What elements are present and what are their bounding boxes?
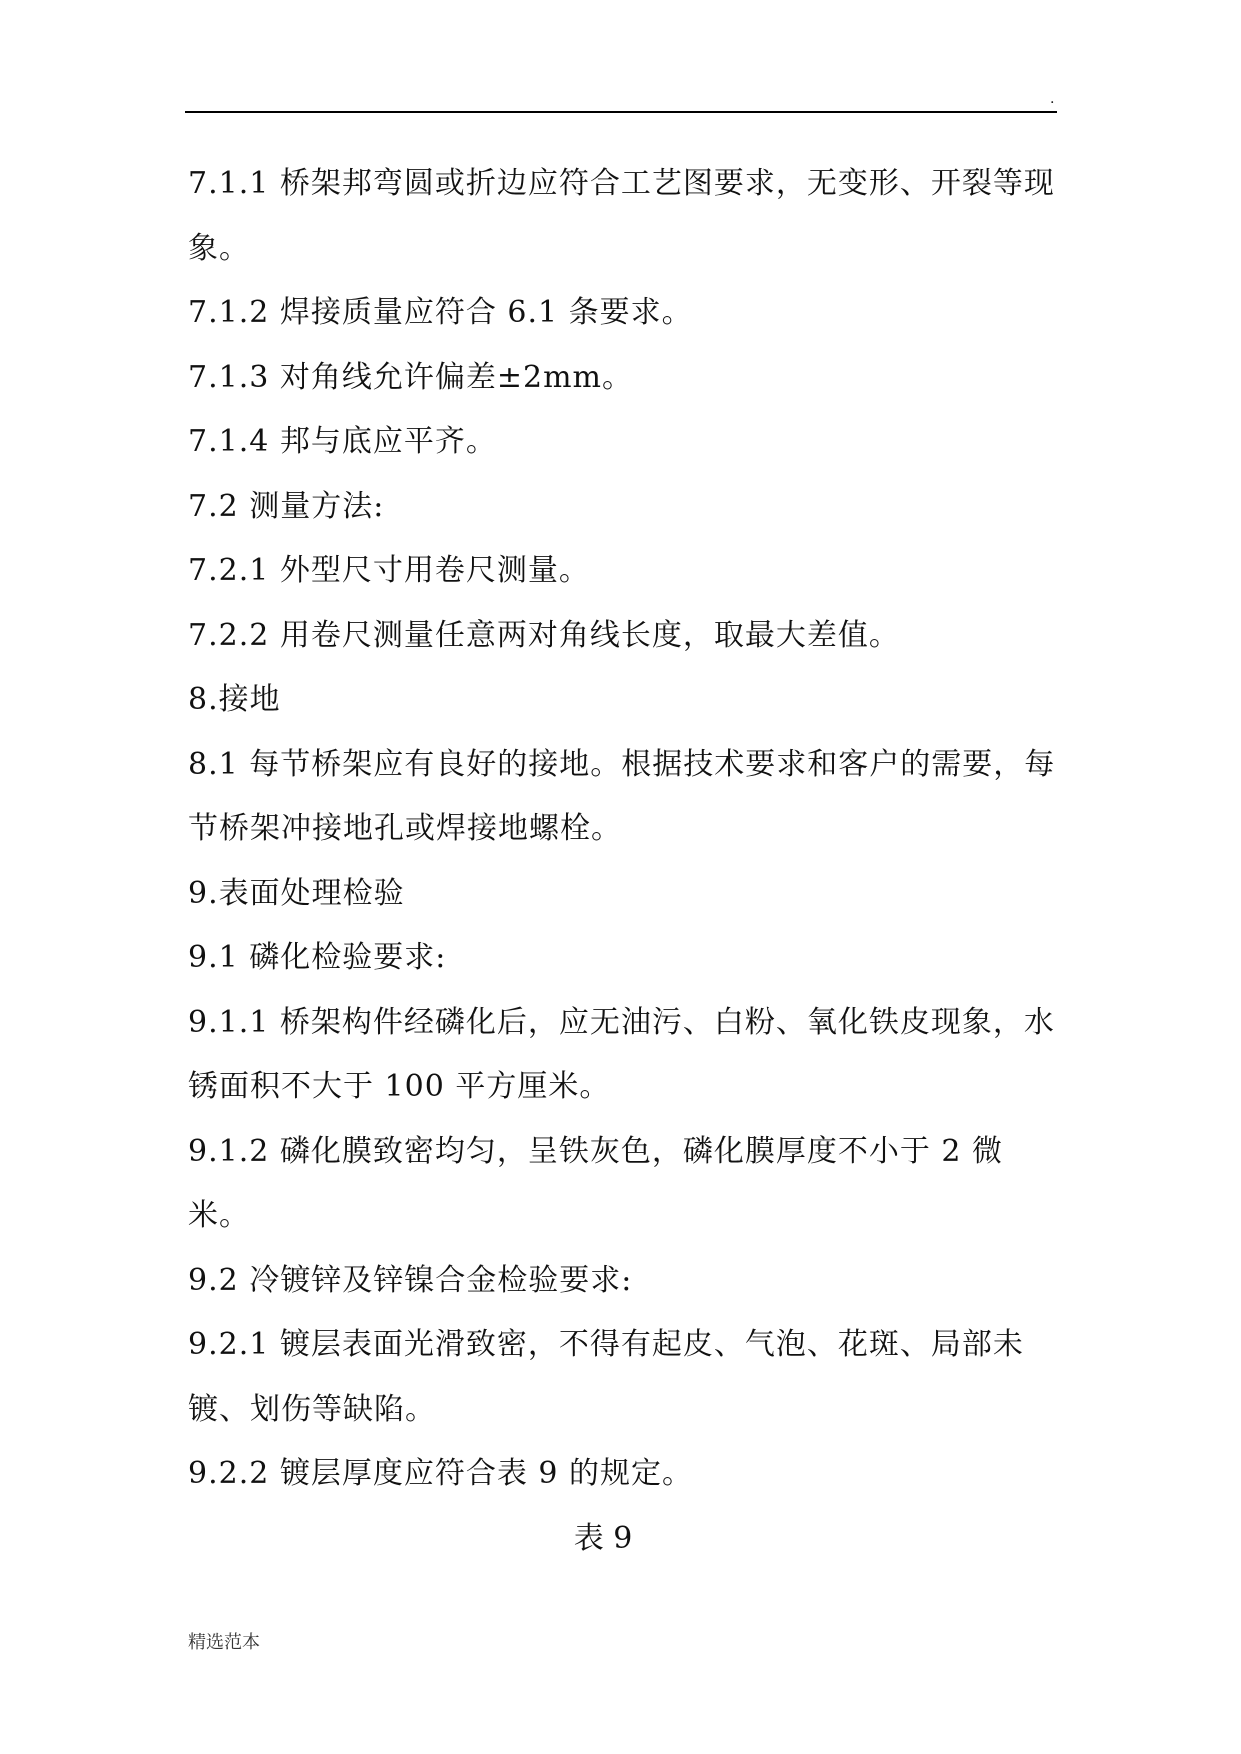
paragraph-9-1-2: 9.1.2 磷化膜致密均匀，呈铁灰色，磷化膜厚度不小于 2 微米。 xyxy=(188,1133,1004,1233)
paragraph-9-1-1: 9.1.1 桥架构件经磷化后，应无油污、白粉、氧化铁皮现象，水锈面积不大于 100 平方厘米。 xyxy=(188,1004,1055,1104)
paragraph-7-1-1: 7.1.1 桥架邦弯圆或折边应符合工艺图要求，无变形、开裂等现象。 xyxy=(188,166,1055,266)
paragraph-9-2-1: 9.2.1 镀层表面光滑致密，不得有起皮、气泡、花斑、局部未镀、划伤等缺陷。 xyxy=(188,1327,1024,1427)
paragraph-7-1-3: 7.1.3 对角线允许偏差±2mm。 xyxy=(188,359,633,395)
paragraph-7-1-4: 7.1.4 邦与底应平齐。 xyxy=(188,424,497,459)
header-mark: . xyxy=(1050,91,1055,107)
document-body xyxy=(188,152,1058,1571)
paragraph-7-2: 7.2 测量方法: xyxy=(188,488,385,524)
paragraph-7-1-2: 7.1.2 焊接质量应符合 6.1 条要求。 xyxy=(188,295,693,330)
section-heading-9: 9.表面处理检验 xyxy=(188,875,405,911)
paragraph-9-2-2: 9.2.2 镀层厚度应符合表 9 的规定。 xyxy=(188,1456,694,1491)
paragraph-7-2-2: 7.2.2 用卷尺测量任意两对角线长度，取最大差值。 xyxy=(188,617,900,653)
paragraph-9-1: 9.1 磷化检验要求: xyxy=(188,940,447,975)
paragraph-7-2-1: 7.2.1 外型尺寸用卷尺测量。 xyxy=(188,553,590,588)
section-heading-8: 8.接地 xyxy=(188,682,281,717)
table-caption: 表 9 xyxy=(573,1520,633,1556)
paragraph-8-1: 8.1 每节桥架应有良好的接地。根据技术要求和客户的需要，每节桥架冲接地孔或焊接地螺栓。 xyxy=(188,746,1056,846)
paragraph-9-2: 9.2 冷镀锌及锌镍合金检验要求: xyxy=(188,1262,633,1298)
footer-text: 精选范本 xyxy=(188,1632,260,1653)
header-rule xyxy=(185,111,1057,113)
